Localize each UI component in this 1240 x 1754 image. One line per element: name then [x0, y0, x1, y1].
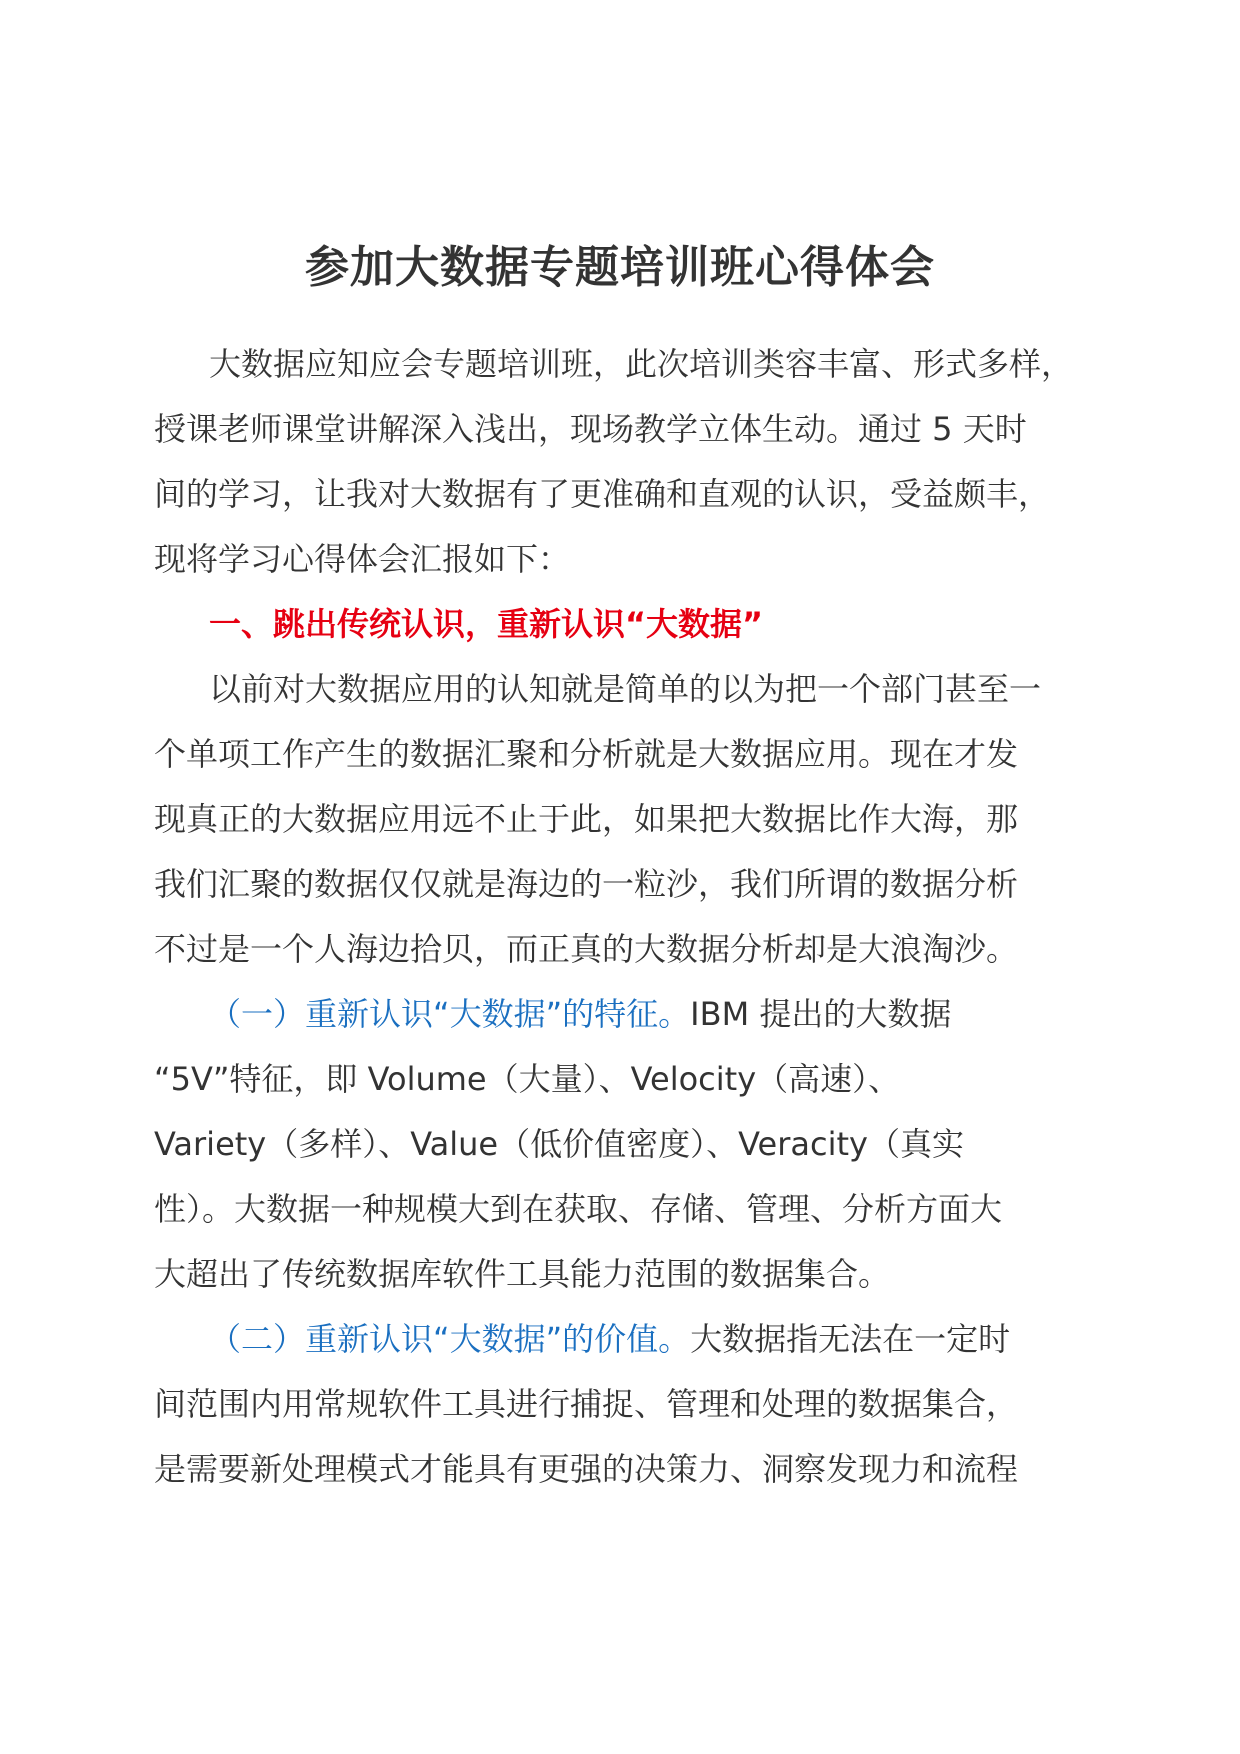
subsection-1-paragraph [154, 982, 1094, 1307]
subsection-1-first-line: IBM 提出的大数据 [690, 995, 952, 1033]
subsection-1-heading: （一）重新认识“大数据”的特征。 [209, 995, 691, 1033]
paragraph-line: “5V”特征，即 Volume（大量）、Velocity（高速）、 [154, 1060, 901, 1098]
document-title: 参加大数据专题培训班心得体会 [305, 242, 935, 293]
paragraph-line: 大数据应知应会专题培训班，此次培训类容丰富、形式多样， [209, 345, 1074, 383]
section-1-heading: 一、跳出传统认识，重新认识“大数据” [209, 605, 764, 643]
paragraph-line: 授课老师课堂讲解深入浅出，现场教学立体生动。通过 5 天时 [154, 410, 1027, 448]
paragraph-line: 我们汇聚的数据仅仅就是海边的一粒沙，我们所谓的数据分析 [154, 865, 1019, 903]
paragraph-line: Variety（多样）、Value（低价值密度）、Veracity（真实 [154, 1125, 964, 1163]
paragraph-line: 个单项工作产生的数据汇聚和分析就是大数据应用。现在才发 [154, 735, 1019, 773]
subsection-2-paragraph [154, 1307, 1094, 1502]
paragraph-line [154, 982, 1094, 1047]
paragraph-line: 性）。大数据一种规模大到在获取、存储、管理、分析方面大 [154, 1190, 1003, 1228]
subsection-2-first-line: 大数据指无法在一定时 [690, 1320, 1011, 1358]
intro-paragraph [154, 332, 1094, 592]
paragraph-line: 间范围内用常规软件工具进行捕捉、管理和处理的数据集合， [154, 1385, 1019, 1423]
section-1-paragraph [154, 657, 1094, 982]
paragraph-line: 间的学习，让我对大数据有了更准确和直观的认识，受益颇丰， [154, 475, 1051, 513]
paragraph-line: 以前对大数据应用的认知就是简单的以为把一个部门甚至一 [209, 670, 1042, 708]
paragraph-line: 现真正的大数据应用远不止于此，如果把大数据比作大海，那 [154, 800, 1019, 838]
paragraph-line: 现将学习心得体会汇报如下： [154, 540, 571, 578]
subsection-2-heading: （二）重新认识“大数据”的价值。 [209, 1320, 691, 1358]
paragraph-line: 大超出了传统数据库软件工具能力范围的数据集合。 [154, 1255, 891, 1293]
paragraph-line: 是需要新处理模式才能具有更强的决策力、洞察发现力和流程 [154, 1450, 1019, 1488]
paragraph-line [154, 1307, 1094, 1372]
paragraph-line: 不过是一个人海边拾贝，而正真的大数据分析却是大浪淘沙。 [154, 930, 1019, 968]
